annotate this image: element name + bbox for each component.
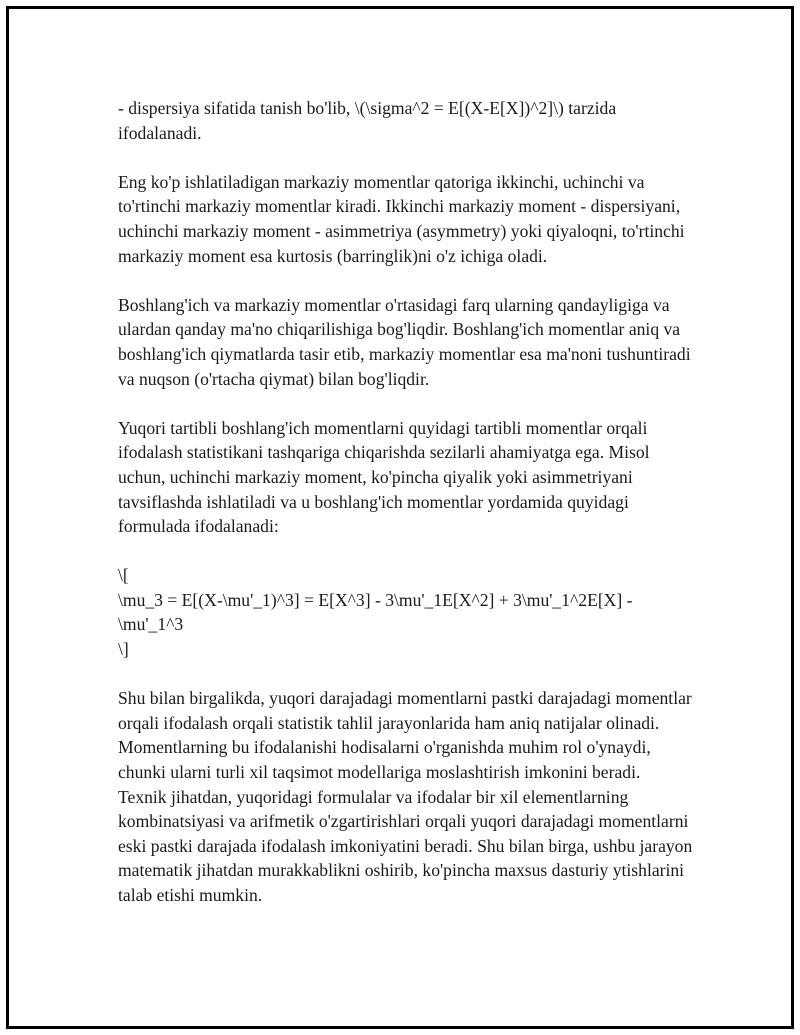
formula-line-1: \mu_3 = E[(X-\mu'_1)^3] = E[X^3] - 3\mu'_1E[X^2] + 3\mu'_1^2E[X] -	[118, 589, 633, 610]
document-page	[6, 6, 794, 1029]
document-body	[118, 96, 693, 932]
paragraph-central-moments: Eng ko'p ishlatiladigan markaziy momentlar qatoriga ikkinchi, uchinchi va to'rtinchi markaziy momentlar kiradi. Ikkinchi markaziy moment - dispersiyani, uchinchi markaziy moment - asimmetriya (asymmetry) yoki qiyaloqni, to'rtinchi markaziy moment esa kurtosis (barringlik)ni o'z ichiga oladi.	[118, 171, 685, 266]
paragraph-conclusion: Shu bilan birgalikda, yuqori darajadagi momentlarni pastki darajadagi momentlar orqali ifodalash orqali statistik tahlil jarayonlarida ham aniq natijalar olinadi. Momentlarning bu ifodalanishi hodisalarni o'rganishda muhim rol o'ynaydi, chunki ularni turli xil taqsimot modellariga moslashtirish imkonini beradi. Texnik jihatdan, yuqoridagi formulalar va ifodalar bir xil elementlarning kombinatsiyasi va arifmetik o'zgartirishlari orqali yuqori darajadagi momentlarni eski pastki darajada ifodalash imkoniyatini beradi. Shu bilan birga, ushbu jarayon matematik jihatdan murakkablikni oshirib, ko'pincha maxsus dasturiy ytishlarini talab etishi mumkin.	[118, 688, 693, 905]
paragraph-dispersion: - dispersiya sifatida tanish bo'lib, \(\sigma^2 = E[(X-E[X])^2]\) tarzida ifodalanadi.	[118, 98, 617, 143]
formula-open-delimiter: \[	[118, 565, 129, 586]
paragraph-higher-order: Yuqori tartibli boshlang'ich momentlarni quyidagi tartibli momentlar orqali ifodalash statistikani tashqariga chiqarishda sezilarli ahamiyatga ega. Misol uchun, uchinchi markaziy moment, ko'pincha qiyalik yoki asimmetriyani tavsiflashda ishlatiladi va u boshlang'ich momentlar yordamida quyidagi formulada ifodalanadi:	[118, 417, 650, 537]
formula-close-delimiter: \]	[118, 639, 129, 660]
formula-line-2: \mu'_1^3	[118, 614, 184, 635]
formula-block	[118, 563, 693, 661]
paragraph-moment-difference: Boshlang'ich va markaziy momentlar o'rtasidagi farq ularning qandayligiga va ulardan qanday ma'no chiqarilishiga bog'liqdir. Boshlang'ich momentlar aniq va boshlang'ich qiymatlarda tasir etib, markaziy momentlar esa ma'noni tushuntiradi va nuqson (o'rtacha qiymat) bilan bog'liqdir.	[118, 294, 691, 389]
